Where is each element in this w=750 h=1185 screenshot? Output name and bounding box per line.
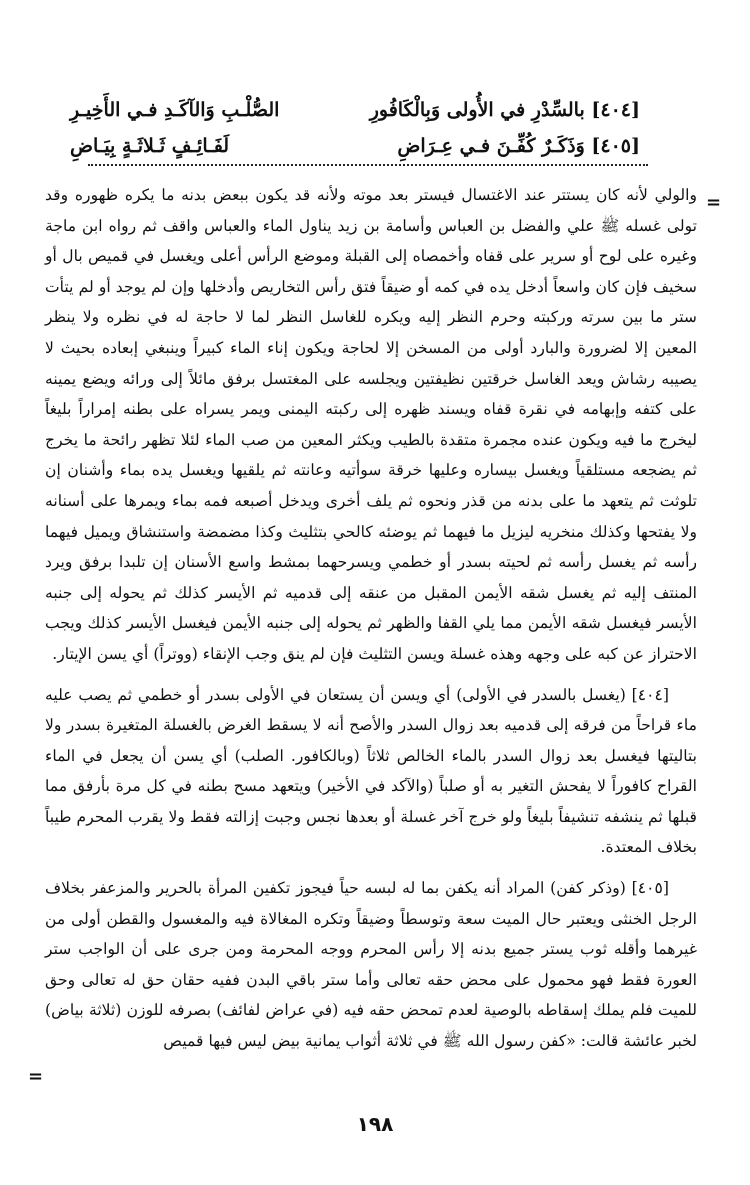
verse-block xyxy=(70,92,640,164)
commentary-text xyxy=(45,180,697,1057)
dotted-separator xyxy=(88,164,648,166)
commentary-paragraph: [٤٠٥] (وذكر كفن) المراد أنه يكفن بما له لبسه حياً فيجوز تكفين المرأة بالحرير والمزعفر بخلاف الرجل الخنثى ويعتبر حال الميت سعة وتوسطاً وضيقاً وتكره المغالاة فيه والمغسول والقطن أولى من غيرهما وأقله ثوب يستر جميع بدنه إلا رأس المحرم ووجه المحرمة ومن جرى على أن الواجب ستر العورة فقط فهو محمول على محض حقه تعالى وأما ستر باقي البدن ففيه حقان حق له تعالى وحق للميت فلم يملك إسقاطه بالوصية لعدم تمحض حقه فيه (في عراض لفائف) بصرفه للوزن (ثلاثة بياض) لخبر عائشة قالت: «كفن رسول الله ﷺ في ثلاثة أثواب يمانية بيض ليس فيها قميص xyxy=(45,879,697,1051)
commentary-paragraph: والولي لأنه كان يستتر عند الاغتسال فيستر بعد موته ولأنه قد يكون ببعض بدنه ما يكره ظهوره وقد تولى غسله ﷺ علي والفضل بن العباس وأسامة بن زيد يناول الماء والعباس واقف ثم رواه ابن ماجة وغيره على لوح أو سرير على قفاه وأخمصاه إلى القبلة وموضع الرأس أعلى ويغسل في قميص بال أو سخيف فإن كان واسعاً أدخل يده في كمه أو ضيقاً فتق رأس التخاريص وأدخلها وإن لم يوجد أو لم يتأت ستر ما بين سرته وركبته وحرم النظر إليه ويكره للغاسل النظر لما لا حاجة له في نظره ولا ينظر المعين إلا لضرورة والبارد أولى من المسخن إلا لحاجة ويكون إناء الماء كبيراً وينبغي إبعاده بحيث لا يصيبه رشاش ويعد الغاسل خرقتين نظيفتين ويجلسه على المغتسل برفق مائلاً إلى ورائه ويضع يمينه على كتفه وإبهامه في نقرة قفاه ويسند ظهره إلى ركبته اليمنى ويمر يسراه على بطنه إمراراً بليغاً ليخرج ما فيه ويكون عنده مجمرة متقدة بالطيب ويكثر المعين من صب الماء لئلا تظهر رائحة ما يخرج ثم يضجعه مستلقياً ويغسل بيساره وعليها خرقة سوأتيه وعانته ثم يلقيها ويغسل يده بماء وأشنان إن تلوثت ثم يتعهد ما على بدنه من قذر ونحوه ثم يلف أخرى ويدخل أصبعه فمه بماء ويمرها على أسنانه ولا يفتحها وكذلك منخريه ليزيل ما فيهما ثم يوضئه كالحي بتثليث وكذا مضمضة واستنشاق ويميل فيهما رأسه ثم يغسل رأسه ثم لحيته بسدر أو خطمي ويسرحهما بمشط واسع الأسنان إن تلبدا برفق ويرد المنتف إليه ثم يغسل شقه الأيمن المقبل من عنقه إلى قدميه ثم الأيسر كذلك ثم يحوله إلى جنبه الأيسر فيغسل شقه الأيمن مما يلي القفا والظهر ثم يحوله إلى جنبه الأيمن فيغسل الأيسر كذلك ويجب الاحتراز عن كبه على وجهه وهذه غسلة ويسن التثليث فإن لم ينق وجب الإنقاء (ووتراً) أي يسن الإيتار. xyxy=(45,186,697,663)
verse-first-hemistich: [٤٠٥] وَذَكَـرٌ كُفِّـنَ فـي عِـرَاضِ xyxy=(397,135,640,157)
verse-row xyxy=(70,92,640,128)
continuation-mark-start: = xyxy=(706,192,722,213)
verse-row xyxy=(70,128,640,164)
continuation-mark-end: = xyxy=(28,1066,44,1087)
commentary-paragraph: [٤٠٤] (يغسل بالسدر في الأولى) أي ويسن أن يستعان في الأولى بسدر أو خطمي ثم يصب عليه ماء قراحاً من فرقه إلى قدميه بعد زوال السدر والأصح أنه لا يسقط الغرض بالغسلة المتغيرة بسدر ولا بتاليتها فيغسل بعد زوال السدر بالماء الخالص ثلاثاً (وبالكافور. الصلب) أي يسن أن يجعل في الماء القراح كافوراً لا يفحش التغير به أو صلباً (والآكد في الأخير) ويتعهد مسح بطنه في كل مرة بأرفق مما قبلها ثم ينشفه تنشيفاً بليغاً ولو خرج آخر غسلة أو بعدها نجس وجبت إزالته فقط ولا يقرب المحرم طيباً بخلاف المعتدة. xyxy=(45,685,697,857)
page-number: ١٩٨ xyxy=(356,1112,394,1136)
verse-second-hemistich: الصُّلْـبِ وَالآكَـدِ فـي الأَخِيـرِ xyxy=(70,99,280,121)
verse-first-hemistich: [٤٠٤] بالسِّدْرِ في الأُولى وَبِالْكَافُورِ xyxy=(369,99,640,121)
verse-second-hemistich: لَفَـائِـفٍ ثَـلاثَـةٍ بِيَـاضِ xyxy=(70,135,230,157)
